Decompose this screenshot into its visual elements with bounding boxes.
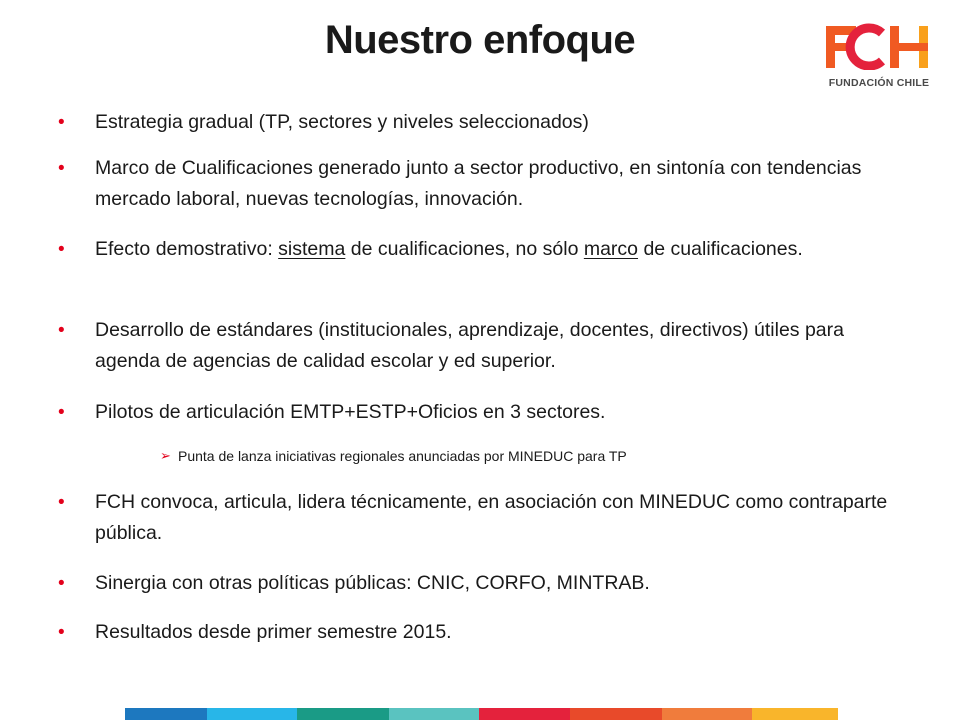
bullet-item bbox=[58, 153, 910, 215]
underlined-word: sistema bbox=[278, 238, 346, 260]
bullet-dot-icon: • bbox=[58, 158, 65, 179]
slide-title: Nuestro enfoque bbox=[324, 18, 636, 62]
bullet-text: Estrategia gradual (TP, sectores y niveles seleccionados) bbox=[95, 111, 589, 133]
bullet-text: FCH convoca, articula, lidera técnicamente, en asociación con MINEDUC como contraparte pública. bbox=[95, 491, 888, 544]
bullet-text: Desarrollo de estándares (institucionales, aprendizaje, docentes, directivos) útiles para agenda de agencias de calidad escolar y ed superior. bbox=[95, 319, 844, 372]
bullet-text-pre: Efecto demostrativo: bbox=[95, 238, 279, 260]
bullet-text-mid: de cualificaciones, no sólo bbox=[345, 238, 584, 260]
color-stripe bbox=[389, 708, 479, 720]
color-stripe bbox=[662, 708, 752, 720]
bullet-dot-icon: • bbox=[58, 320, 65, 341]
bullet-item bbox=[58, 315, 910, 377]
color-stripe bbox=[125, 708, 207, 720]
color-stripe bbox=[570, 708, 662, 720]
bullet-dot-icon: • bbox=[58, 573, 65, 594]
bullet-dot-icon: • bbox=[58, 112, 65, 133]
color-stripe bbox=[297, 708, 389, 720]
bullet-item bbox=[58, 107, 910, 138]
bullet-item bbox=[58, 234, 910, 265]
bullet-dot-icon: • bbox=[58, 402, 65, 423]
logo-subtitle: FUNDACIÓN CHILE bbox=[828, 77, 930, 89]
color-stripe bbox=[207, 708, 297, 720]
bullet-text: Pilotos de articulación EMTP+ESTP+Oficios en 3 sectores. bbox=[95, 401, 606, 423]
sub-bullet-item bbox=[160, 446, 878, 466]
bullet-text: Marco de Cualificaciones generado junto a sector productivo, en sintonía con tendencias mercado laboral, nuevas tecnologías, innovación. bbox=[95, 157, 862, 210]
underlined-word: marco bbox=[583, 238, 639, 260]
bullet-dot-icon: • bbox=[58, 622, 65, 643]
arrow-bullet-icon: ➢ bbox=[160, 448, 171, 463]
bullet-item bbox=[58, 617, 910, 648]
bullet-text: Sinergia con otras políticas públicas: CNIC, CORFO, MINTRAB. bbox=[95, 572, 650, 594]
color-stripe bbox=[752, 708, 838, 720]
bullet-item bbox=[58, 487, 910, 549]
bullet-item bbox=[58, 568, 910, 599]
color-stripe bbox=[479, 708, 570, 720]
bullet-dot-icon: • bbox=[58, 239, 65, 260]
sub-bullet-text: Punta de lanza iniciativas regionales anunciadas por MINEDUC para TP bbox=[178, 448, 627, 464]
bullet-text-post: de cualificaciones. bbox=[638, 238, 803, 260]
bullet-text: Resultados desde primer semestre 2015. bbox=[95, 621, 452, 643]
bullet-item bbox=[58, 397, 910, 428]
bullet-dot-icon: • bbox=[58, 492, 65, 513]
